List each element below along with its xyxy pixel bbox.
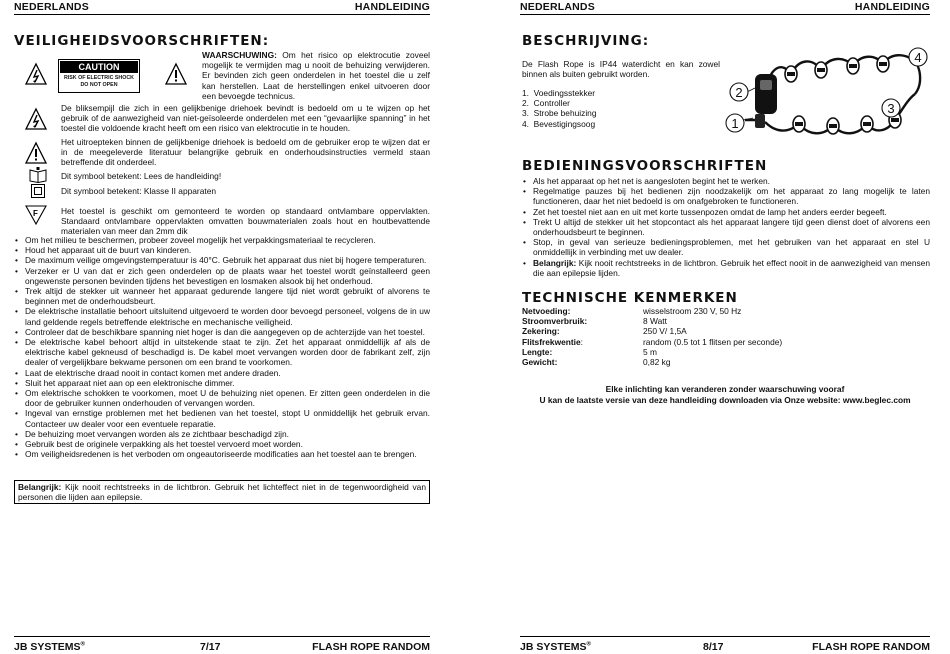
exclamation-warning-icon xyxy=(164,62,188,86)
important-label: Belangrijk: xyxy=(18,482,62,492)
header-language: NEDERLANDS xyxy=(14,1,89,13)
header-doc-type: HANDLEIDING xyxy=(854,1,930,13)
list-item: • Gebruik best de originele verpakking als het toestel vervoerd moet worden. xyxy=(14,439,430,449)
callout-3: 3 xyxy=(887,101,895,116)
list-item: • Trekt U altijd de stekker uit het stopcontact als het apparaat langere tijd geen dienst doet of alvorens een onderhoudsbeurt te beginnen. xyxy=(522,217,930,237)
download-notice: U kan de laatste versie van deze handleiding downloaden via Onze website: www.beglec.com xyxy=(539,395,911,405)
lightning-symbol-icon xyxy=(24,107,48,131)
table-row: Netvoeding: wisselstroom 230 V, 50 Hz xyxy=(522,306,742,316)
list-item: • De elektrische kabel behoort altijd in uitstekende staat te zijn. Zet het apparaat onmiddellijk af als de elektrische kabel gekneusd of beschadigd is. De kabel moet vervangen worden door de fabrikant zelf, zijn dealer of vergelijkbare bekwame personen om een brand te voorkomen. xyxy=(14,337,430,368)
list-item: • Als het apparaat op het net is aangesloten begint het te werken. xyxy=(522,176,930,186)
safety-bullet-list xyxy=(14,235,430,459)
list-item xyxy=(522,258,930,278)
list-item: 3. Strobe behuizing xyxy=(522,108,597,119)
lightning-warning-icon xyxy=(24,62,48,86)
caution-title: CAUTION xyxy=(60,61,138,73)
caution-label xyxy=(58,59,140,93)
page-footer xyxy=(520,636,930,654)
list-item: 2. Controller xyxy=(522,98,570,109)
svg-text:F: F xyxy=(33,209,38,218)
parts-list xyxy=(522,88,597,129)
list-item: • Stop, in geval van serieuze bedieningsproblemen, met het gebruiken van het apparaat en stel U onmiddellijk in verbinding met uw dealer. xyxy=(522,237,930,257)
list-item: 4. Bevestigingsoog xyxy=(522,118,596,129)
lightning-paragraph: De bliksempijl die zich in een gelijkbenige driehoek bevindt is bedoeld om u te wijzen op het gebruik of de aanwezigheid van niet-geïsoleerde onderdelen met een “gevaarlijke spanning” in het toestel die voldoende kracht heeft om een risico van elektrocutie in te houden. xyxy=(61,103,430,134)
important-box xyxy=(14,480,430,504)
table-row: Gewicht: 0,82 kg xyxy=(522,356,671,367)
f-symbol-text: Het toestel is geschikt om gemonteerd te worden op standaard ontvlambare oppervlakten. Standaard ontvlambare oppervlakten omvatten bouwmaterialen zoals hout en houtbevattende materialen van meer dan 2mm dik xyxy=(61,206,430,237)
spec-table xyxy=(522,306,912,367)
description-text: De Flash Rope is IP44 waterdicht en kan zowel binnen als buiten gebruikt worden. xyxy=(522,59,720,80)
read-manual-icon xyxy=(28,167,48,183)
list-item: • De behuizing moet vervangen worden als ze zichtbaar beschadigd zijn. xyxy=(14,429,430,439)
exclamation-paragraph: Het uitroepteken binnen de gelijkbenige driehoek is bedoeld om de gebruiker erop te wijzen dat er in de meegeleverde literatuur belangrijke gebruik en onderhoudsinstructies vermeld staan betreffende dit onderdeel. xyxy=(61,137,430,168)
footer-brand: JB SYSTEMS® xyxy=(520,641,591,653)
operation-important-text: Kijk nooit rechtstreeks in de lichtbron. Gebruik het effect nooit in de aanwezigheid van mensen die aan epilepsie lijden. xyxy=(533,257,930,278)
list-item: • Houd het apparaat uit de buurt van kinderen. xyxy=(14,245,430,255)
list-item: • De maximum veilige omgevingstemperatuur is 40°C. Gebruik het apparaat dus niet bij hogere temperaturen. xyxy=(14,255,430,265)
footer-product: FLASH ROPE RANDOM xyxy=(312,641,430,653)
list-item: • Regelmatige pauzes bij het bedienen zijn noodzakelijk om het apparaat zo lang mogelijk te laten functioneren, daar het niet bedoeld is om onafgebroken te functioneren. xyxy=(522,186,930,206)
list-item: 1. Voedingsstekker xyxy=(522,88,596,98)
list-item: • Zet het toestel niet aan en uit met korte tussenpozen omdat de lamp het anders eerder begeeft. xyxy=(522,207,930,217)
technical-title: TECHNISCHE KENMERKEN xyxy=(522,290,738,306)
list-item: • Om veiligheidsredenen is het verboden om ongeautoriseerde modificaties aan het toestel aan te brengen. xyxy=(14,449,430,459)
warning-label: WAARSCHUWING: xyxy=(202,50,277,60)
table-row: Flitsfrekwentie: random (0.5 tot 1 flitsen per seconde) xyxy=(522,336,783,347)
flash-rope-illustration xyxy=(725,44,930,144)
table-row: Lengte: 5 m xyxy=(522,346,657,357)
page-header xyxy=(14,0,430,15)
class2-symbol-text: Dit symbool betekent: Klasse II apparaten xyxy=(61,186,217,196)
callout-4: 4 xyxy=(914,50,922,65)
warning-paragraph xyxy=(202,50,430,101)
list-item: • Verzeker er U van dat er zich geen onderdelen op de plaats waar het toestel wordt geïnstalleerd geen ongewenste personen bevinden tijdens het bevestigen en losmaken alsook bij het onderhoud. xyxy=(14,266,430,286)
list-item: • De elektrische installatie behoort uitsluitend uitgevoerd te worden door bevoegd personeel, volgens de in uw land geldende regels betreffende elektrische en mechanische veiligheid. xyxy=(14,306,430,326)
page-header xyxy=(520,0,930,15)
list-item: • Sluit het apparaat niet aan op een elektronische dimmer. xyxy=(14,378,430,388)
left-page xyxy=(14,0,430,654)
list-item: • Om het milieu te beschermen, probeer zoveel mogelijk het verpakkingsmateriaal te recycleren. xyxy=(14,235,430,245)
header-doc-type: HANDLEIDING xyxy=(354,1,430,13)
change-notice: Elke inlichting kan veranderen zonder waarschuwing vooraf xyxy=(605,384,845,394)
operation-important-label: Belangrijk: xyxy=(533,257,577,268)
warning-text: Om het risico op elektrocutie zoveel mogelijk te vermijden mag u nooit de behuizing verwijderen. Er bevinden zich geen onderdelen in het toestel die u zelf kan herstellen. Laat de herstellingen enkel uitvoeren door een bevoegde technicus. xyxy=(202,50,430,101)
operation-bullet-list xyxy=(522,176,930,278)
exclamation-symbol-icon xyxy=(24,141,48,165)
list-item: • Controleer dat de beschikbare spanning niet hoger is dan die aangegeven op de achterzijde van het toestel. xyxy=(14,327,430,337)
page-footer xyxy=(14,636,430,654)
header-language: NEDERLANDS xyxy=(520,1,595,13)
manual-symbol-text: Dit symbool betekent: Lees de handleiding! xyxy=(61,171,222,181)
list-item: • Laat de elektrische draad nooit in contact komen met andere draden. xyxy=(14,368,430,378)
list-item: • Om elektrische schokken te voorkomen, moet U de behuizing niet openen. Er zitten geen onderdelen in die door de gebruiker kunnen onderhouden of vervangen worden. xyxy=(14,388,430,408)
list-item: • Ingeval van ernstige problemen met het bedienen van het toestel, stopt U onmiddellijk het gebruik ervan. Contacteer uw dealer voor een eventuele reparatie. xyxy=(14,408,430,428)
f-mark-icon xyxy=(25,205,47,225)
footer-product: FLASH ROPE RANDOM xyxy=(812,641,930,653)
class-two-icon xyxy=(31,184,45,198)
operation-title: BEDIENINGSVOORSCHRIFTEN xyxy=(522,158,768,174)
list-item: • Trek altijd de stekker uit wanneer het apparaat gedurende langere tijd niet wordt gebruikt of alvorens te beginnen met de onderhoudsbeurt. xyxy=(14,286,430,306)
callout-1: 1 xyxy=(731,116,739,131)
footer-brand: JB SYSTEMS® xyxy=(14,641,85,653)
caution-subtitle-1: RISK OF ELECTRIC SHOCK xyxy=(63,75,135,81)
safety-title: VEILIGHEIDSVOORSCHRIFTEN: xyxy=(14,33,270,49)
description-title: BESCHRIJVING: xyxy=(522,33,650,49)
callout-2: 2 xyxy=(735,85,743,100)
right-page xyxy=(520,0,930,654)
important-text: Kijk nooit rechtstreeks in de lichtbron. Gebruik het lichteffect niet in de tegenwoordigheid van personen die lijden aan epilepsie. xyxy=(18,482,426,503)
table-row: Zekering: 250 V/ 1,5A xyxy=(522,326,687,337)
footer-page-number: 7/17 xyxy=(200,641,221,653)
caution-subtitle-2: DO NOT OPEN xyxy=(80,82,118,88)
footer-page-number: 8/17 xyxy=(703,641,724,653)
table-row: Stroomverbruik: 8 Watt xyxy=(522,316,667,327)
